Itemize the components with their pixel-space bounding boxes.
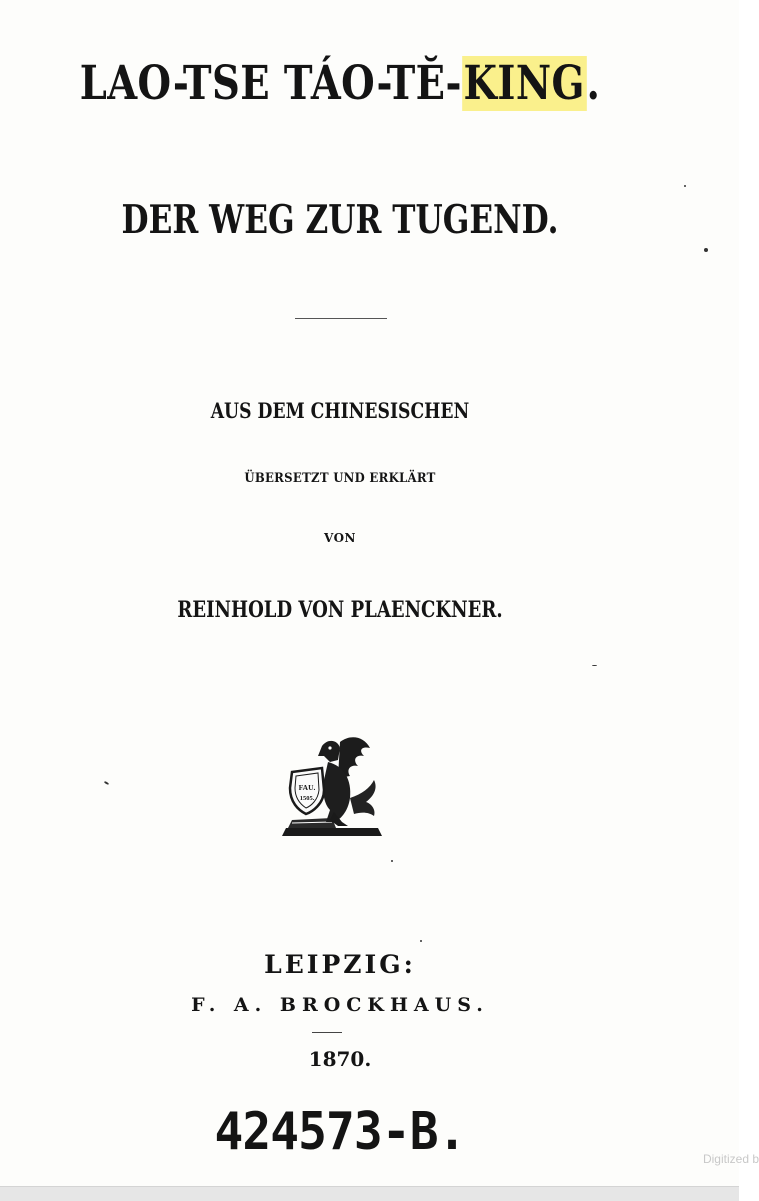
scan-speck: [592, 665, 597, 666]
publication-city: LEIPZIG:: [264, 950, 416, 979]
library-shelfmark-stamp: 424573-B.: [214, 1102, 466, 1162]
translation-note: ÜBERSETZT UND ERKLÄRT: [244, 471, 436, 486]
digitized-watermark: Digitized b: [702, 1152, 759, 1166]
book-title: [61, 56, 619, 111]
translated-from: AUS DEM CHINESISCHEN: [210, 398, 470, 423]
book-title-period: .: [586, 56, 601, 111]
by-label: VON: [323, 531, 357, 545]
scan-speck: [704, 248, 708, 252]
book-title-part: LAO-TSE TÁO-TĔ-: [79, 56, 462, 111]
publication-year: 1870.: [308, 1047, 372, 1071]
publisher-divider: [312, 1032, 342, 1033]
publisher-name: F. A. BROCKHAUS.: [191, 994, 489, 1016]
scan-speck: [420, 940, 422, 942]
griffin-printer-mark-icon: [278, 732, 388, 844]
emblem-text-2: 1505.: [299, 795, 315, 802]
scan-speck: [391, 860, 393, 862]
highlighted-search-term: KING: [463, 56, 585, 111]
viewer-bottom-bar: [0, 1186, 739, 1201]
author-name: REINHOLD VON PLAENCKNER.: [177, 597, 503, 623]
book-subtitle: DER WEG ZUR TUGEND.: [121, 197, 559, 243]
emblem-text-1: FAU.: [298, 783, 316, 792]
scan-speck: [684, 185, 686, 187]
scan-speck: [104, 781, 109, 785]
title-divider: [295, 318, 387, 319]
